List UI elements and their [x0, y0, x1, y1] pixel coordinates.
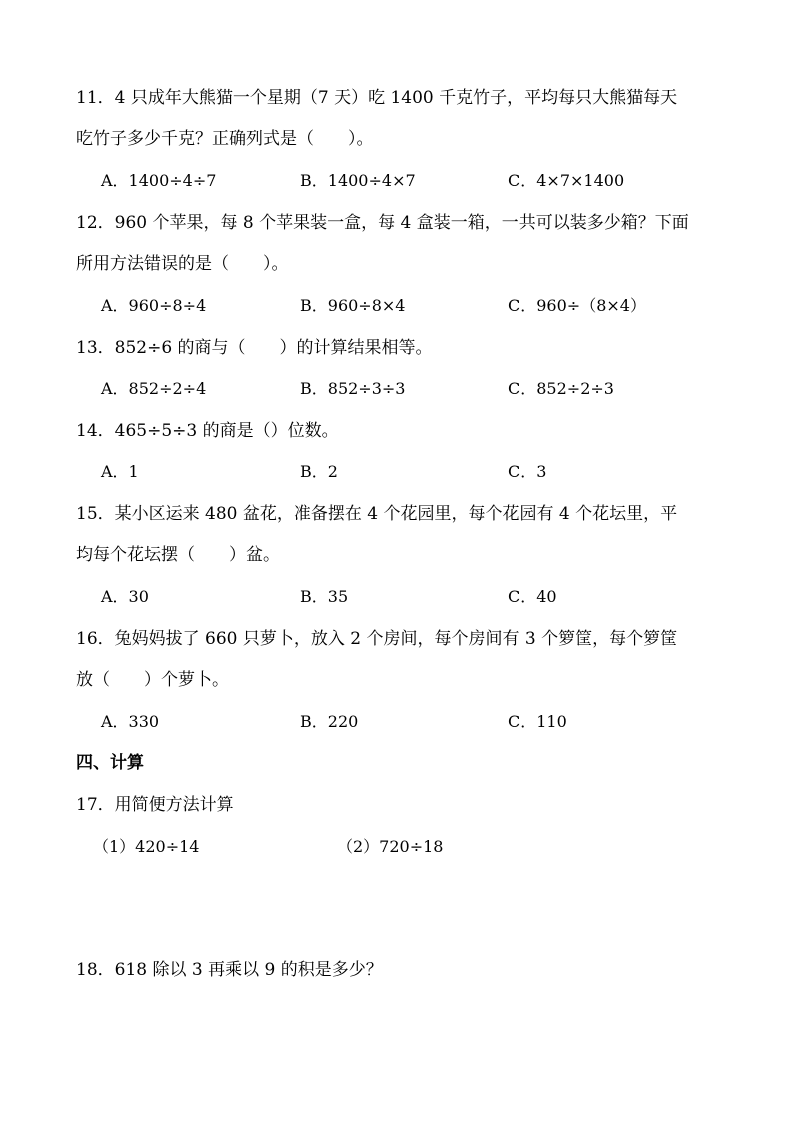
- question-17-part-1: （1）420÷14: [93, 837, 200, 856]
- question-15-line-2: 均每个花坛摆（ ）盆。: [76, 545, 280, 565]
- question-13-option-a: A．852÷2÷4: [101, 379, 207, 398]
- question-11-option-a: A．1400÷4÷7: [101, 171, 217, 190]
- question-14-option-b: B．2: [300, 462, 338, 481]
- question-17-part-2: （2）720÷18: [337, 837, 444, 856]
- question-14-option-a: A．1: [101, 462, 139, 481]
- question-16-option-c: C．110: [508, 712, 567, 731]
- question-18-title: 18．618 除以 3 再乘以 9 的积是多少？: [76, 960, 383, 980]
- question-16-line-2: 放（ ）个萝卜。: [76, 670, 229, 690]
- section-heading: 四、计算: [76, 753, 144, 773]
- question-11-line-2: 吃竹子多少千克？正确列式是（ ）。: [76, 129, 374, 149]
- question-11-option-c: C．4×7×1400: [508, 171, 625, 190]
- question-12-option-b: B．960÷8×4: [300, 296, 406, 315]
- question-15-line-1: 15．某小区运来 480 盆花，准备摆在 4 个花园里，每个花园有 4 个花坛里，平: [76, 504, 678, 524]
- question-12-line-2: 所用方法错误的是（ ）。: [76, 254, 289, 274]
- question-11-option-b: B．1400÷4×7: [300, 171, 416, 190]
- question-15-option-c: C．40: [508, 587, 557, 606]
- question-15-option-b: B．35: [300, 587, 349, 606]
- question-12-option-a: A．960÷8÷4: [101, 296, 207, 315]
- question-11-line-1: 11．4 只成年大熊猫一个星期（7 天）吃 1400 千克竹子，平均每只大熊猫每天: [76, 88, 678, 108]
- question-16-option-b: B．220: [300, 712, 359, 731]
- question-14-option-c: C．3: [508, 462, 547, 481]
- question-16-option-a: A．330: [101, 712, 160, 731]
- question-15-option-a: A．30: [101, 587, 149, 606]
- question-13-option-c: C．852÷2÷3: [508, 379, 614, 398]
- question-13-line-1: 13．852÷6 的商与（ ）的计算结果相等。: [76, 338, 433, 358]
- question-13-option-b: B．852÷3÷3: [300, 379, 406, 398]
- question-16-line-1: 16．兔妈妈拔了 660 只萝卜，放入 2 个房间，每个房间有 3 个箩筐，每个箩筐: [76, 629, 678, 649]
- question-14-line-1: 14．465÷5÷3 的商是（）位数。: [76, 421, 339, 441]
- question-17-title: 17．用简便方法计算: [76, 795, 234, 815]
- question-12-line-1: 12．960 个苹果，每 8 个苹果装一盒，每 4 盒装一箱，一共可以装多少箱？下面: [76, 213, 689, 233]
- question-12-option-c: C．960÷（8×4）: [508, 296, 646, 315]
